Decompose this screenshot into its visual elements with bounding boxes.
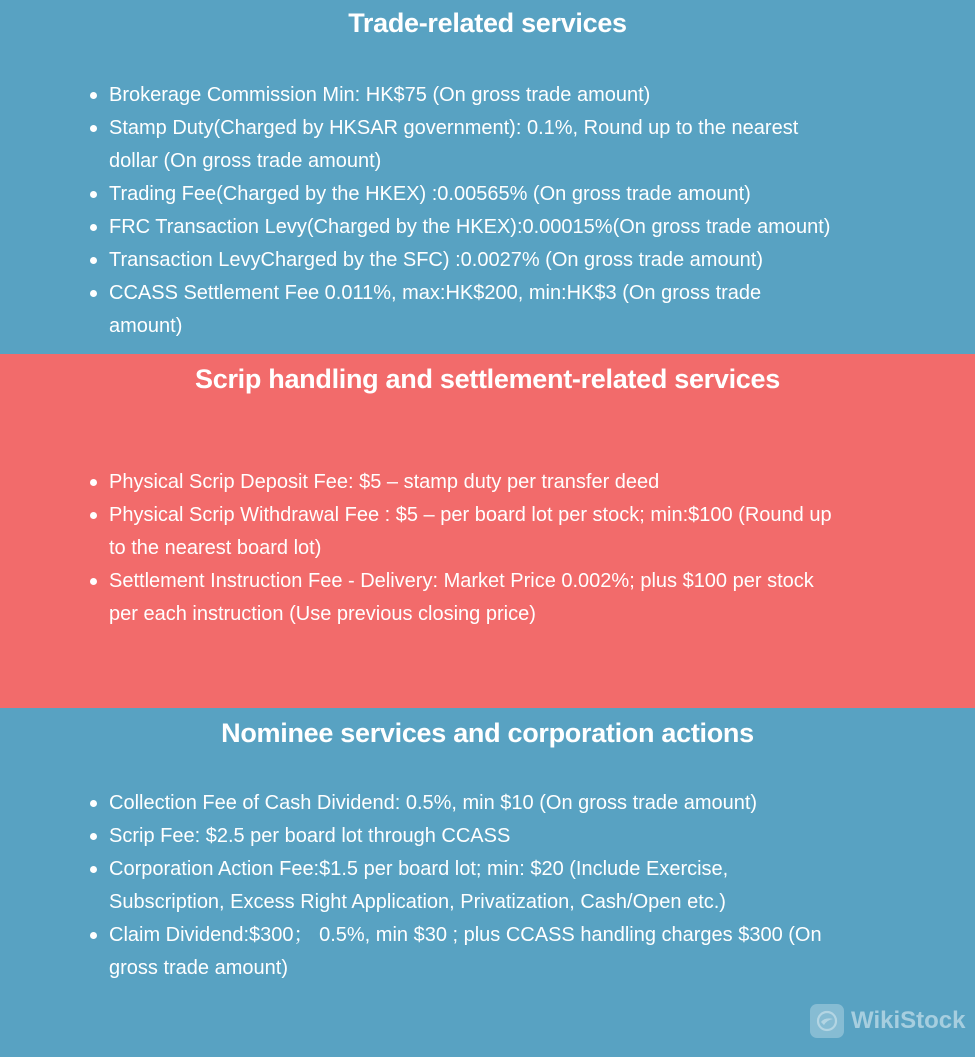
watermark-text: WikiStock bbox=[851, 1007, 966, 1034]
fee-list bbox=[0, 466, 900, 631]
list-item: Corporation Action Fee:$1.5 per board lot; min: $20 (Include Exercise, Subscription, Excess Right Application, Privatization, Cash/Open etc.) bbox=[109, 853, 900, 919]
list-item: Physical Scrip Deposit Fee: $5 – stamp duty per transfer deed bbox=[109, 466, 900, 499]
list-item: Collection Fee of Cash Dividend: 0.5%, min $10 (On gross trade amount) bbox=[109, 787, 900, 820]
list-item: Physical Scrip Withdrawal Fee : $5 – per board lot per stock; min:$100 (Round up to the nearest board lot) bbox=[109, 499, 900, 565]
list-item: Settlement Instruction Fee - Delivery: Market Price 0.002%; plus $100 per stock per each instruction (Use previous closing price) bbox=[109, 565, 900, 631]
list-item: Trading Fee(Charged by the HKEX) :0.00565% (On gross trade amount) bbox=[109, 178, 900, 211]
trade-related-section bbox=[0, 0, 975, 354]
section-title: Trade-related services bbox=[348, 8, 627, 38]
section-title: Scrip handling and settlement-related services bbox=[195, 364, 780, 394]
fee-list bbox=[0, 79, 900, 343]
list-item: Transaction LevyCharged by the SFC) :0.0027% (On gross trade amount) bbox=[109, 244, 900, 277]
section-title: Nominee services and corporation actions bbox=[221, 718, 754, 748]
fee-list bbox=[0, 787, 900, 985]
list-item: FRC Transaction Levy(Charged by the HKEX):0.00015%(On gross trade amount) bbox=[109, 211, 900, 244]
list-item: Brokerage Commission Min: HK$75 (On gross trade amount) bbox=[109, 79, 900, 112]
list-item: Stamp Duty(Charged by HKSAR government): 0.1%, Round up to the nearest dollar (On gross trade amount) bbox=[109, 112, 900, 178]
wikistock-logo-icon bbox=[810, 1004, 844, 1038]
list-item: Claim Dividend:$300； 0.5%, min $30 ; plus CCASS handling charges $300 (On gross trade amount) bbox=[109, 919, 900, 985]
scrip-handling-section bbox=[0, 354, 975, 708]
wikistock-watermark bbox=[810, 1002, 965, 1040]
list-item: Scrip Fee: $2.5 per board lot through CCASS bbox=[109, 820, 900, 853]
list-item: CCASS Settlement Fee 0.011%, max:HK$200, min:HK$3 (On gross trade amount) bbox=[109, 277, 900, 343]
